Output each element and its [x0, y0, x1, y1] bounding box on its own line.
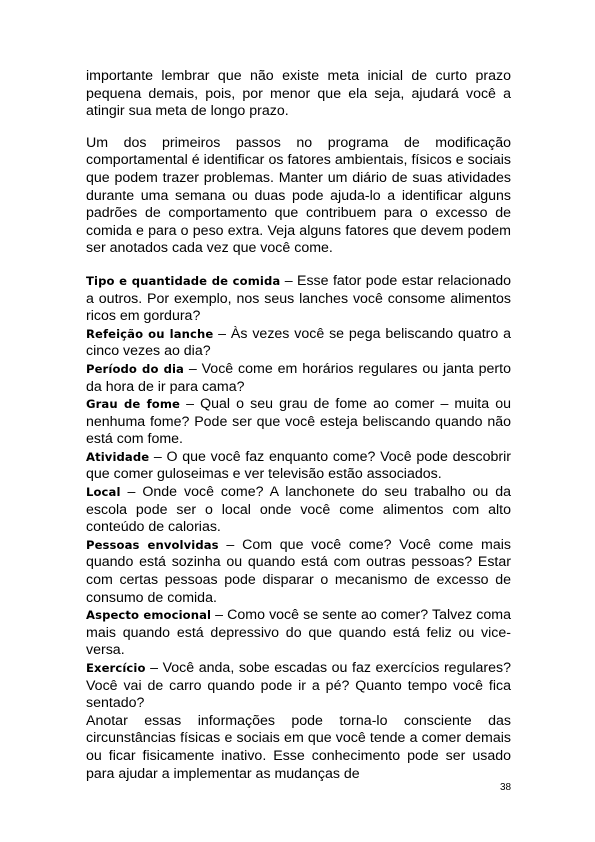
factor-text: – Você come em horários regulares ou janta perto da hora de ir para cama? [86, 360, 511, 395]
factor-term: Atividade [86, 449, 150, 464]
intro-paragraph-1: importante lembrar que não existe meta inicial de curto prazo pequena demais, pois, por menor que ela seja, ajudará você a atingir sua meta de longo prazo. [86, 68, 511, 120]
factor-term: Refeição ou lanche [86, 326, 214, 341]
factor-item [86, 326, 511, 361]
factor-item [86, 660, 511, 713]
factor-item [86, 537, 511, 607]
factor-item [86, 449, 511, 484]
factor-text: – Esse fator pode estar relacionado a outros. Por exemplo, nos seus lanches você consome alimentos ricos em gordura? [86, 272, 511, 325]
factor-item [86, 396, 511, 449]
factor-term: Aspecto emocional [86, 608, 212, 623]
factor-text: – Com que você come? Você come mais quando está sozinha ou quando está com outras pessoas? Estar com certas pessoas pode disparar o mecanismo de excesso de consumo de comida. [86, 536, 511, 606]
factor-item [86, 361, 511, 396]
factor-text: – Onde você come? A lanchonete do seu trabalho ou da escola pode ser o local onde você come alimentos com alto conteúdo de calorias. [86, 484, 511, 536]
factor-item [86, 484, 511, 537]
document-body [86, 68, 511, 783]
factor-text: – Qual o seu grau de fome ao comer – muita ou nenhuma fome? Pode ser que você esteja beliscando quando não está com fome. [86, 396, 511, 448]
intro-paragraph-2: Um dos primeiros passos no programa de modificação comportamental é identificar os fatores ambientais, físicos e sociais que podem trazer problemas. Manter um diário de suas atividades durante uma semana ou duas pode ajuda-lo a identificar alguns padrões de comportamento que contribuem para o excesso de comida e para o peso extra. Veja alguns fatores que devem podem ser anotados cada vez que você come. [86, 134, 511, 257]
factor-item [86, 273, 511, 326]
factor-term: Tipo e quantidade de comida [86, 273, 281, 288]
factor-text: – Às vezes você se pega beliscando quatro a cinco vezes ao dia? [86, 325, 512, 360]
page-number: 38 [500, 782, 512, 793]
factor-text: – Você anda, sobe escadas ou faz exercícios regulares? Você vai de carro quando pode ir a pé? Quanto tempo você fica sentado? [86, 660, 511, 712]
factor-text: – O que você faz enquanto come? Você pode descobrir que comer guloseimas e ver televisão estão associados. [86, 448, 511, 483]
factor-term: Local [86, 485, 121, 500]
factor-term: Pessoas envolvidas [86, 537, 219, 552]
factor-term: Grau de fome [86, 397, 180, 412]
factor-item [86, 607, 511, 660]
factors-list [86, 273, 511, 713]
factor-term: Período do dia [86, 361, 184, 376]
factor-text: – Como você se sente ao comer? Talvez coma mais quando está depressivo do que quando está feliz ou vice-versa. [86, 607, 511, 659]
closing-paragraph: Anotar essas informações pode torna-lo consciente das circunstâncias físicas e sociais em que você tende a comer demais ou ficar fisicamente inativo. Esse conhecimento pode ser usado para ajudar a implementar as mudanças de [86, 712, 511, 782]
factor-term: Exercício [86, 661, 146, 675]
